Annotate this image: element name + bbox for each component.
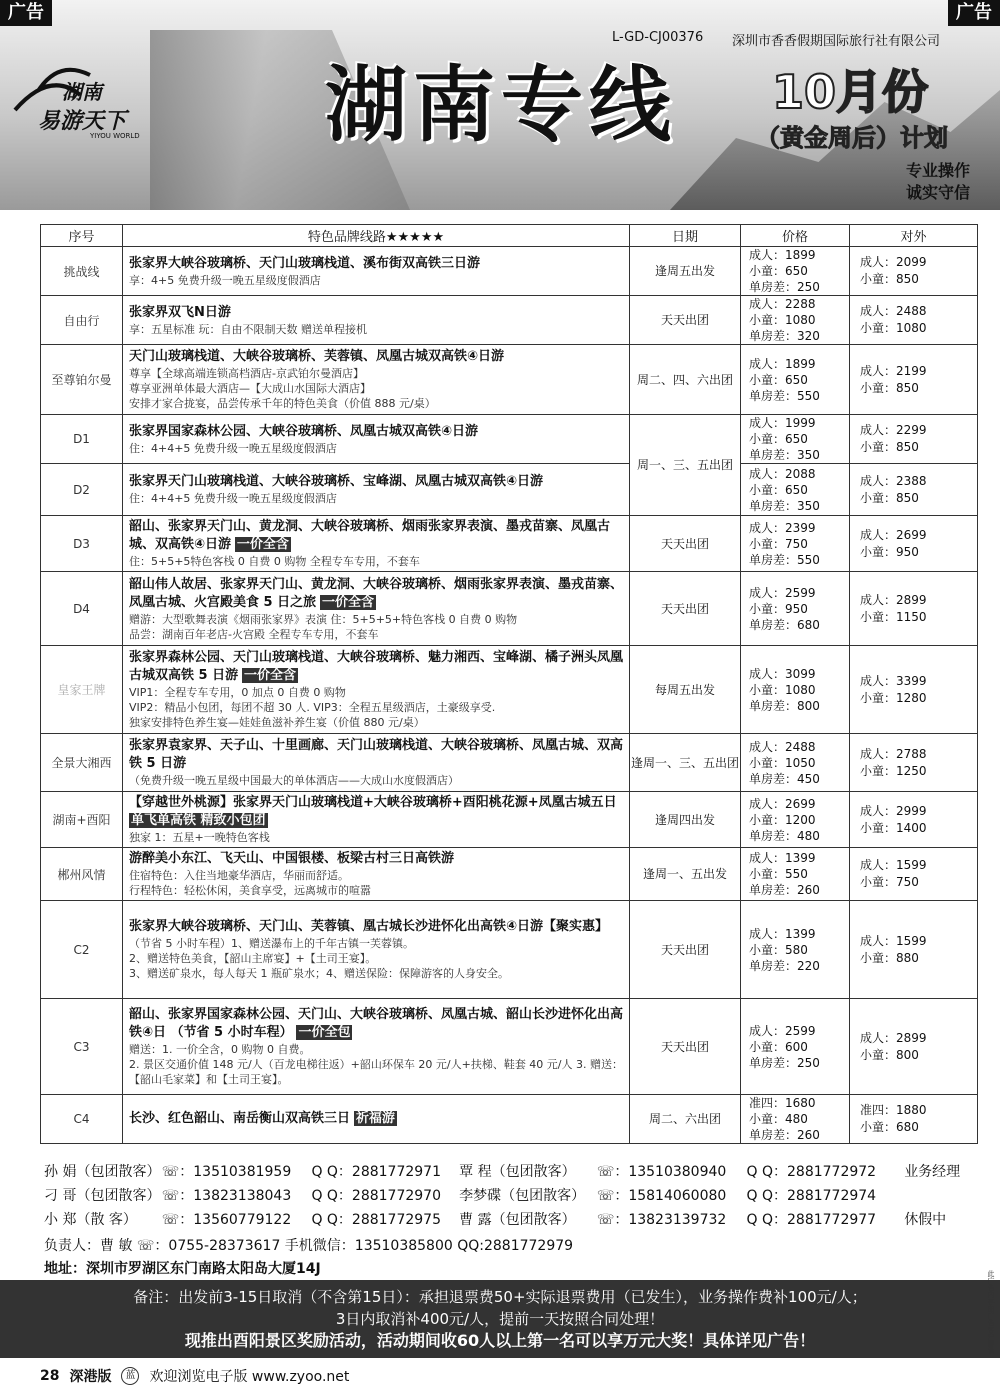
promo-text: 现推出酉阳景区奖励活动，活动期间收60人以上第一名可以享万元大奖！具体详见广告！ [184, 1331, 816, 1350]
contact-field [904, 1184, 984, 1208]
route-desc: （节省 5 小时车程）1、赠送瀑布上的千年古镇一芙蓉镇。 [129, 937, 414, 950]
external-price-cell [850, 296, 978, 345]
row-no: 挑战线 [41, 247, 123, 296]
contact-field: 刁 哥（包团散客） [44, 1188, 161, 1204]
price-line: 成人：1399 [749, 926, 816, 941]
table-row [41, 848, 978, 901]
route-desc: 赠送：1. 一价全含，0 购物 0 自费。 [129, 1043, 311, 1056]
external-price-line: 成人：3399 [860, 673, 927, 688]
external-price-line: 成人：2488 [860, 304, 927, 318]
route-tag: 一价全含 [321, 594, 374, 610]
notice-box [0, 1280, 1000, 1358]
contact-field: Q Q：2881772977 [746, 1212, 877, 1228]
edition-badge-icon: 蓝 [121, 1367, 139, 1385]
contact-field: 李梦碟（包团散客） [459, 1188, 586, 1204]
table-row [41, 792, 978, 848]
route-cell [123, 999, 630, 1095]
price-line: 成人：2288 [749, 297, 816, 311]
external-price-cell [850, 464, 978, 516]
slogan [906, 160, 970, 204]
route-cell [123, 646, 630, 734]
external-price-line: 小童：800 [860, 1047, 919, 1062]
header-price: 价格 [741, 225, 850, 247]
route-desc: 住：4+4+5 免费升级一晚五星级度假酒店 [129, 441, 337, 455]
table-row [41, 345, 978, 415]
row-no: D1 [41, 415, 123, 464]
price-line: 单房差：680 [749, 617, 820, 632]
route-table [40, 224, 978, 1144]
price-cell [741, 415, 850, 464]
table-row [41, 296, 978, 345]
external-price-line: 小童：1280 [860, 690, 927, 705]
route-desc: 住：5+5+5特色客栈 0 自费 0 购物 全程专车专用，不套车 [129, 555, 420, 568]
external-price-cell [850, 1095, 978, 1144]
table-row [41, 516, 978, 572]
external-price-line: 小童：850 [860, 440, 919, 454]
price-line: 成人：3099 [749, 666, 816, 681]
price-line: 小童：580 [749, 942, 808, 957]
price-cell [741, 734, 850, 792]
external-price-line: 小童：850 [860, 272, 919, 286]
route-desc: 尊享【全球高端连锁高档酒店-京武铂尔曼酒店】 [129, 367, 364, 380]
responsible-person: 负责人：曹 敏 ☏：0755-28373617 手机微信：13510385800 QQ:2881772979 [44, 1238, 574, 1254]
route-cell [123, 572, 630, 646]
contact-field: Q Q：2881772971 [311, 1164, 441, 1180]
external-price-cell [850, 792, 978, 848]
external-price-line: 小童：1400 [860, 820, 927, 835]
contact-field: Q Q：2881772970 [311, 1188, 441, 1204]
external-price-line: 成人：1599 [860, 933, 927, 948]
footer [40, 1366, 349, 1386]
external-price-line: 成人：2788 [860, 746, 927, 761]
price-line: 小童：480 [749, 1112, 808, 1126]
external-price-line: 准四：1880 [860, 1103, 927, 1117]
table-row [41, 901, 978, 999]
external-price-line: 成人：2699 [860, 527, 927, 542]
header-date: 日期 [630, 225, 741, 247]
external-price-line: 小童：850 [860, 490, 919, 505]
external-price-line: 小童：1150 [860, 609, 927, 624]
contact-field[interactable]: ☏：13560779122 [161, 1212, 292, 1228]
route-title: 韶山、张家界天门山、黄龙洞、大峡谷玻璃桥、烟雨张家界表演、墨戎苗寨、凤凰古城、双高铁④日游 [129, 519, 611, 552]
price-cell [741, 572, 850, 646]
route-cell [123, 247, 630, 296]
route-desc: 2. 景区交通价值 148 元/人（百龙电梯往返）+韶山环保车 20 元/人+扶梯、鞋套 40 元/人 3. 赠送：【韶山毛家菜】和【土司王宴】。 [129, 1058, 623, 1086]
price-line: 单房差：450 [749, 771, 820, 786]
route-title: 张家界双飞N日游 [129, 304, 231, 320]
contact-list [44, 1160, 984, 1232]
price-line: 单房差：260 [749, 883, 820, 897]
date-cell: 逢周一、三、五出团 [630, 734, 741, 792]
route-desc: 品尝：湖南百年老店-火宫殿 全程专车专用，不套车 [129, 627, 379, 641]
route-title: 长沙、红色韶山、南岳衡山双高铁三日 [129, 1111, 351, 1126]
price-line: 单房差：350 [749, 448, 820, 462]
route-tag: 一价全含 [243, 668, 296, 683]
route-cell [123, 464, 630, 516]
price-cell [741, 901, 850, 999]
contact-field[interactable]: ☏：13823138043 [161, 1188, 292, 1204]
date-cell: 逢周四出发 [630, 792, 741, 848]
price-line: 单房差：220 [749, 958, 820, 973]
page-number: 28 [40, 1368, 60, 1384]
price-line: 成人：1399 [749, 851, 816, 865]
logo-sub: YIYOU WORLD [90, 132, 140, 140]
external-price-cell [850, 516, 978, 572]
date-cell: 周二、六出团 [630, 1095, 741, 1144]
date-cell: 周一、三、五出团 [630, 415, 741, 516]
ad-tag-left: 广告 [0, 0, 52, 26]
route-tag: 一价全含 [236, 537, 289, 552]
route-desc: 住宿特色：入住当地豪华酒店，华丽而舒适。 [129, 869, 349, 882]
contact-field: 孙 娟（包团散客） [44, 1164, 161, 1180]
external-price-line: 成人：2099 [860, 255, 927, 269]
price-line: 小童：750 [749, 536, 808, 551]
external-price-cell [850, 901, 978, 999]
price-line: 小童：1200 [749, 812, 816, 827]
route-desc: VIP1：全程专车专用，0 加点 0 自费 0 购物 [129, 686, 346, 699]
route-title: 张家界袁家界、天子山、十里画廊、天门山玻璃栈道、大峡谷玻璃桥、凤凰古城、双高铁 5 日游 [129, 738, 624, 771]
contact-field: 休假中 [904, 1212, 947, 1228]
contact-row [44, 1184, 984, 1208]
route-title: 张家界天门山玻璃栈道、大峡谷玻璃桥、宝峰湖、凤凰古城双高铁④日游 [129, 474, 544, 489]
contact-field: 覃 程（包团散客） [459, 1164, 576, 1180]
price-line: 小童：650 [749, 432, 808, 446]
external-price-cell [850, 734, 978, 792]
row-no: 至尊铂尔曼 [41, 345, 123, 415]
route-tag: 祈福游 [355, 1111, 395, 1126]
external-price-line: 成人：2299 [860, 423, 927, 437]
route-desc: （免费升级一晚五星级中国最大的单体酒店——大成山水度假酒店） [129, 774, 459, 787]
external-price-cell [850, 415, 978, 464]
price-line: 单房差：480 [749, 828, 820, 843]
edition: 深港版 [69, 1369, 112, 1385]
header-external: 对外 [850, 225, 978, 247]
notice-line-1: 备注：出发前3-15日取消（不含第15日）：承担退票费50+实际退票费用（已发生），业务操作费补100元/人； [133, 1288, 867, 1306]
price-cell [741, 296, 850, 345]
price-cell [741, 646, 850, 734]
subtitle: （黄金周后）计划 [756, 124, 948, 152]
price-cell [741, 999, 850, 1095]
header-banner [0, 0, 1000, 210]
table-row [41, 1095, 978, 1144]
external-price-line: 小童：680 [860, 1120, 919, 1134]
external-price-line: 小童：1080 [860, 321, 927, 335]
notice-line-2: 3日内取消补400元/人，提前一天按照合同处理！ [335, 1310, 665, 1328]
date-cell: 逢周五出发 [630, 247, 741, 296]
row-no: C3 [41, 999, 123, 1095]
price-line: 成人：2488 [749, 739, 816, 754]
company-name: 深圳市香香假期国际旅行社有限公司 [732, 34, 941, 49]
price-cell [741, 516, 850, 572]
table-row [41, 464, 978, 516]
date-cell: 天天出团 [630, 516, 741, 572]
external-price-line: 小童：1250 [860, 763, 927, 778]
route-cell [123, 901, 630, 999]
route-desc: 享：4+5 免费升级一晚五星级度假酒店 [129, 273, 321, 287]
route-tag: 一价全包 [298, 1025, 351, 1040]
price-line: 成人：2088 [749, 466, 816, 481]
date-cell: 天天出团 [630, 572, 741, 646]
contact-row [44, 1160, 984, 1184]
route-desc: 住：4+4+5 免费升级一晚五星级度假酒店 [129, 492, 337, 505]
table-row [41, 572, 978, 646]
logo-yiyou: 易游天下 [38, 109, 127, 134]
contact-field: 小 郑（散 客） [44, 1212, 137, 1228]
route-title: 【穿越世外桃源】张家界天门山玻璃栈道+大峡谷玻璃桥+酉阳桃花源+凤凰古城五日 [129, 795, 617, 810]
website[interactable]: 欢迎浏览电子版 www.zyoo.net [149, 1369, 350, 1385]
route-title: 游醉美小东江、飞天山、中国银楼、板梁古村三日高铁游 [129, 851, 455, 866]
date-cell: 天天出团 [630, 296, 741, 345]
route-cell [123, 345, 630, 415]
route-desc: 独家安排特色养生宴—娃娃鱼滋补养生宴（价值 880 元/桌） [129, 716, 425, 729]
date-cell: 天天出团 [630, 901, 741, 999]
route-desc: 3、赠送矿泉水，每人每天 1 瓶矿泉水；4、赠送保险：保障游客的人身安全。 [129, 967, 509, 980]
route-cell [123, 415, 630, 464]
price-cell [741, 247, 850, 296]
price-line: 小童：1080 [749, 682, 816, 697]
route-title: 天门山玻璃栈道、大峡谷玻璃桥、芙蓉镇、凤凰古城双高铁④日游 [129, 349, 505, 364]
external-price-cell [850, 646, 978, 734]
row-no: 郴州风情 [41, 848, 123, 901]
external-price-cell [850, 247, 978, 296]
route-desc: VIP2：精品小包团，每团不超 30 人. VIP3：全程五星级酒店，土豪级享受. [129, 701, 496, 714]
price-line: 单房差：550 [749, 552, 820, 567]
price-cell [741, 848, 850, 901]
price-line: 成人：2399 [749, 520, 816, 535]
row-no: 全景大湘西 [41, 734, 123, 792]
external-price-cell [850, 345, 978, 415]
contact-field: 曹 露（包团散客） [459, 1212, 576, 1228]
route-desc: 行程特色：轻松休闲，美食享受，远离城市的喧嚣 [129, 884, 371, 897]
row-no: D4 [41, 572, 123, 646]
contact-row [44, 1208, 984, 1232]
table-header-row [41, 225, 978, 247]
route-title: 张家界大峡谷玻璃桥、天门山玻璃栈道、溪布街双高铁三日游 [129, 255, 481, 271]
price-cell [741, 1095, 850, 1144]
external-price-line: 成人：2899 [860, 592, 927, 607]
external-price-line: 成人：2199 [860, 363, 927, 378]
price-line: 成人：1899 [749, 248, 816, 262]
price-line: 成人：1899 [749, 356, 816, 371]
contact-field: Q Q：2881772975 [311, 1212, 441, 1228]
price-line: 单房差：320 [749, 329, 820, 343]
price-line: 单房差：350 [749, 498, 820, 513]
table-row [41, 247, 978, 296]
price-line: 单房差：800 [749, 698, 820, 713]
route-title: 张家界大峡谷玻璃桥、天门山、芙蓉镇、凰古城长沙进怀化出高铁④日游【聚实惠】 [129, 919, 609, 934]
price-line: 小童：650 [749, 482, 808, 497]
route-title: 张家界国家森林公园、大峡谷玻璃桥、凤凰古城双高铁④日游 [129, 423, 479, 439]
license-number: L-GD-CJ00376 [612, 30, 704, 45]
external-price-cell [850, 848, 978, 901]
contact-field[interactable]: ☏：13823139732 [596, 1212, 727, 1228]
page-title: 湖南专线 [325, 57, 678, 153]
price-cell [741, 792, 850, 848]
price-line: 单房差：250 [749, 1055, 820, 1070]
route-cell [123, 1095, 630, 1144]
route-desc: 享：五星标准 玩：自由不限制天数 赠送单程接机 [129, 322, 367, 336]
slogan-line-2: 诚实守信 [905, 183, 970, 202]
row-no: 湖南+酉阳 [41, 792, 123, 848]
price-line: 小童：1050 [749, 755, 816, 770]
external-price-cell [850, 572, 978, 646]
contact-field: Q Q：2881772972 [746, 1164, 877, 1180]
price-line: 小童：950 [749, 601, 808, 616]
row-no: C2 [41, 901, 123, 999]
row-no: 皇家王牌 [41, 646, 123, 734]
address: 地址：深圳市罗湖区东门南路太阳岛大厦14J [44, 1261, 321, 1277]
date-cell: 周二、四、六出团 [630, 345, 741, 415]
price-line: 单房差：550 [749, 388, 820, 403]
price-line: 成人：2599 [749, 585, 816, 600]
external-price-line: 小童：950 [860, 544, 919, 559]
header-route: 特色品牌线路★★★★★ [123, 225, 630, 247]
month-label: 10月份 [772, 65, 929, 119]
notice-line-3 [30, 1330, 970, 1352]
table-row [41, 646, 978, 734]
price-line: 小童：1080 [749, 313, 816, 327]
external-price-cell [850, 999, 978, 1095]
route-title: 韶山伟人故居、张家界天门山、黄龙洞、大峡谷玻璃桥、烟雨张家界表演、墨戎苗寨、凤凰古城、火宫殿美食 5 日之旅 [129, 576, 624, 610]
route-desc: 2、赠送特色美食，【韶山主席宴】+【土司王宴】。 [129, 952, 377, 965]
external-price-line: 小童：750 [860, 875, 919, 889]
external-price-line: 小童：880 [860, 950, 919, 965]
row-no: D2 [41, 464, 123, 516]
price-cell [741, 464, 850, 516]
external-price-line: 小童：850 [860, 380, 919, 395]
logo-hunan: 湖南 [62, 80, 102, 104]
date-cell: 每周五出发 [630, 646, 741, 734]
contact-field: Q Q：2881772974 [746, 1188, 877, 1204]
route-title: 张家界森林公园、天门山玻璃栈道、大峡谷玻璃桥、魅力湘西、宝峰湖、橘子洲头凤凰古城双高铁 5 日游 [129, 650, 624, 683]
price-cell [741, 345, 850, 415]
external-price-line: 成人：1599 [860, 858, 927, 872]
route-desc: 赠游：大型歌舞表演《烟雨张家界》表演 住：5+5+5+特色客栈 0 自费 0 购物 [129, 612, 518, 626]
route-cell [123, 516, 630, 572]
price-line: 小童：550 [749, 867, 808, 881]
price-line: 准四：1680 [749, 1096, 816, 1110]
external-price-line: 成人：2999 [860, 803, 927, 818]
route-cell [123, 792, 630, 848]
contact-field[interactable]: ☏：13510381959 [161, 1164, 292, 1180]
route-cell [123, 734, 630, 792]
route-title: 韶山、张家界国家森林公园、天门山、大峡谷玻璃桥、凤凰古城、韶山长沙进怀化出高铁④日 （节省 5 小时车程） [129, 1007, 624, 1040]
route-desc: 尊享亚洲单体最大酒店—【大成山水国际大酒店】 [129, 382, 371, 395]
price-line: 小童：650 [749, 264, 808, 278]
price-line: 单房差：250 [749, 280, 820, 294]
route-tag: 单飞单高铁 精致小包团 [131, 813, 266, 828]
contact-field: 业务经理 [904, 1164, 961, 1180]
header-no: 序号 [41, 225, 123, 247]
price-line: 成人：2699 [749, 796, 816, 811]
contact-field[interactable]: ☏：13510380940 [596, 1164, 727, 1180]
slogan-line-1: 专业操作 [905, 161, 970, 180]
contact-field[interactable]: ☏：15814060080 [596, 1188, 727, 1204]
route-cell [123, 848, 630, 901]
row-no: 自由行 [41, 296, 123, 345]
row-no: D3 [41, 516, 123, 572]
table-row [41, 415, 978, 464]
price-line: 成人：1999 [749, 416, 816, 430]
price-line: 小童：650 [749, 372, 808, 387]
row-no: C4 [41, 1095, 123, 1144]
route-cell [123, 296, 630, 345]
price-line: 单房差：260 [749, 1128, 820, 1142]
table-row [41, 734, 978, 792]
external-price-line: 成人：2388 [860, 473, 927, 488]
price-line: 小童：600 [749, 1039, 808, 1054]
ad-tag-right: 广告 [948, 0, 1000, 26]
route-desc: 安排才家合拢宴，品尝传承千年的特色美食（价值 888 元/桌） [129, 397, 436, 410]
date-cell: 天天出团 [630, 999, 741, 1095]
price-line: 成人：2599 [749, 1023, 816, 1038]
table-row [41, 999, 978, 1095]
date-cell: 逢周一、五出发 [630, 848, 741, 901]
external-price-line: 成人：2899 [860, 1030, 927, 1045]
side-disclaimer: 此广告内容由广告客户提供 [987, 1270, 995, 1354]
route-desc: 独家 1：五星+一晚特色客栈 [129, 831, 270, 844]
